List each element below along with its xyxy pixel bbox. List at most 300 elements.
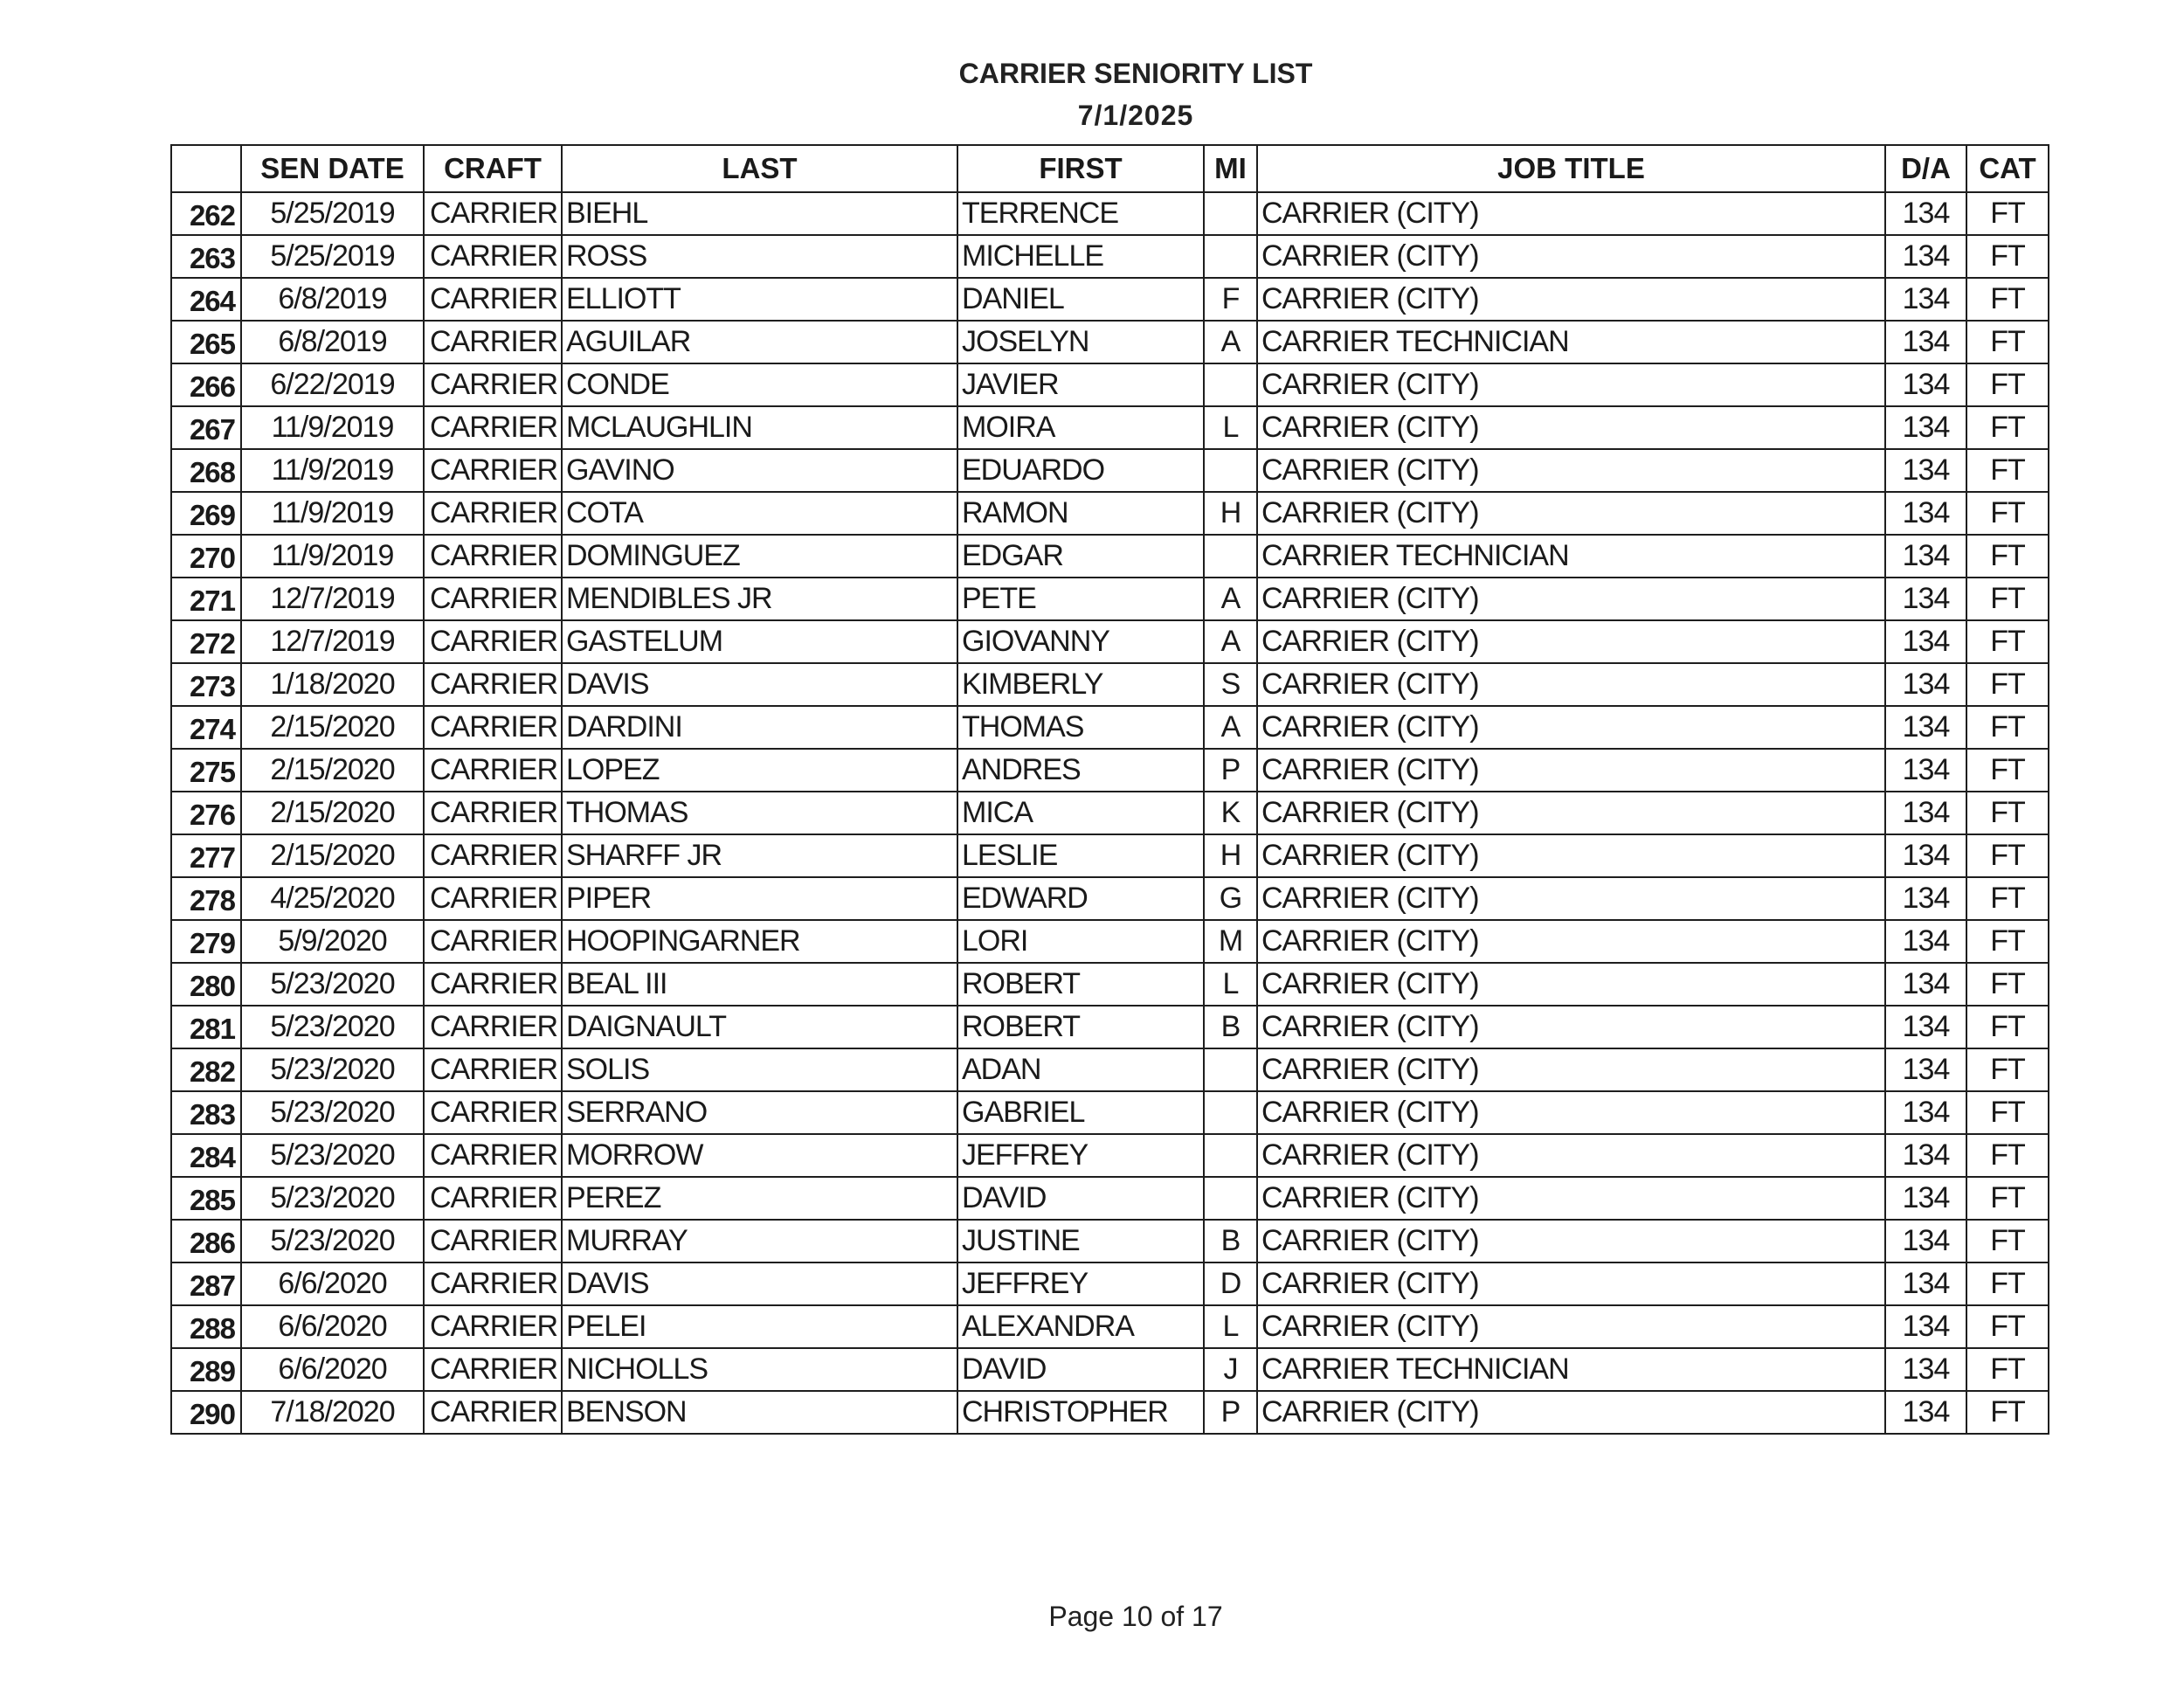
last-name-cell: CONDE bbox=[562, 363, 957, 406]
cat-cell: FT bbox=[1966, 1134, 2049, 1177]
first-name-cell: RAMON bbox=[957, 492, 1204, 535]
table-row bbox=[171, 492, 2049, 535]
first-name-cell: GABRIEL bbox=[957, 1091, 1204, 1134]
table-row bbox=[171, 1134, 2049, 1177]
craft-cell: CARRIER bbox=[424, 834, 562, 877]
row-number-cell: 285 bbox=[171, 1177, 241, 1220]
job-title-cell: CARRIER (CITY) bbox=[1257, 792, 1885, 834]
cat-cell: FT bbox=[1966, 1220, 2049, 1262]
last-name-cell: AGUILAR bbox=[562, 321, 957, 363]
mi-cell: J bbox=[1204, 1348, 1257, 1391]
sen-date-cell: 5/9/2020 bbox=[241, 920, 424, 963]
sen-date-cell: 2/15/2020 bbox=[241, 834, 424, 877]
cat-cell: FT bbox=[1966, 834, 2049, 877]
craft-cell: CARRIER bbox=[424, 1220, 562, 1262]
da-cell: 134 bbox=[1885, 706, 1966, 749]
job-title-cell: CARRIER (CITY) bbox=[1257, 1305, 1885, 1348]
sen-date-cell: 1/18/2020 bbox=[241, 663, 424, 706]
sen-date-cell: 5/23/2020 bbox=[241, 1048, 424, 1091]
header-cat: CAT bbox=[1966, 145, 2049, 192]
first-name-cell: EDGAR bbox=[957, 535, 1204, 578]
first-name-cell: LORI bbox=[957, 920, 1204, 963]
job-title-cell: CARRIER (CITY) bbox=[1257, 1048, 1885, 1091]
last-name-cell: HOOPINGARNER bbox=[562, 920, 957, 963]
sen-date-cell: 5/23/2020 bbox=[241, 1091, 424, 1134]
sen-date-cell: 11/9/2019 bbox=[241, 449, 424, 492]
last-name-cell: COTA bbox=[562, 492, 957, 535]
sen-date-cell: 11/9/2019 bbox=[241, 492, 424, 535]
craft-cell: CARRIER bbox=[424, 1391, 562, 1434]
row-number-cell: 274 bbox=[171, 706, 241, 749]
first-name-cell: JEFFREY bbox=[957, 1262, 1204, 1305]
table-row bbox=[171, 963, 2049, 1006]
mi-cell bbox=[1204, 1091, 1257, 1134]
mi-cell: M bbox=[1204, 920, 1257, 963]
last-name-cell: DARDINI bbox=[562, 706, 957, 749]
row-number-cell: 275 bbox=[171, 749, 241, 792]
da-cell: 134 bbox=[1885, 1177, 1966, 1220]
last-name-cell: GASTELUM bbox=[562, 620, 957, 663]
last-name-cell: MURRAY bbox=[562, 1220, 957, 1262]
job-title-cell: CARRIER (CITY) bbox=[1257, 1091, 1885, 1134]
sen-date-cell: 12/7/2019 bbox=[241, 620, 424, 663]
sen-date-cell: 7/18/2020 bbox=[241, 1391, 424, 1434]
mi-cell: L bbox=[1204, 963, 1257, 1006]
da-cell: 134 bbox=[1885, 1305, 1966, 1348]
last-name-cell: PIPER bbox=[562, 877, 957, 920]
job-title-cell: CARRIER (CITY) bbox=[1257, 877, 1885, 920]
header-job-title: JOB TITLE bbox=[1257, 145, 1885, 192]
craft-cell: CARRIER bbox=[424, 1091, 562, 1134]
first-name-cell: MICA bbox=[957, 792, 1204, 834]
table-row bbox=[171, 834, 2049, 877]
row-number-cell: 271 bbox=[171, 578, 241, 620]
last-name-cell: PELEI bbox=[562, 1305, 957, 1348]
craft-cell: CARRIER bbox=[424, 706, 562, 749]
table-body bbox=[171, 192, 2049, 1434]
first-name-cell: CHRISTOPHER bbox=[957, 1391, 1204, 1434]
table-row bbox=[171, 1348, 2049, 1391]
cat-cell: FT bbox=[1966, 877, 2049, 920]
header-mi: MI bbox=[1204, 145, 1257, 192]
row-number-cell: 289 bbox=[171, 1348, 241, 1391]
da-cell: 134 bbox=[1885, 1262, 1966, 1305]
seniority-table bbox=[170, 144, 2049, 1435]
da-cell: 134 bbox=[1885, 578, 1966, 620]
job-title-cell: CARRIER (CITY) bbox=[1257, 492, 1885, 535]
da-cell: 134 bbox=[1885, 792, 1966, 834]
header-sen-date: SEN DATE bbox=[241, 145, 424, 192]
sen-date-cell: 6/6/2020 bbox=[241, 1262, 424, 1305]
mi-cell: F bbox=[1204, 278, 1257, 321]
job-title-cell: CARRIER (CITY) bbox=[1257, 749, 1885, 792]
row-number-cell: 273 bbox=[171, 663, 241, 706]
da-cell: 134 bbox=[1885, 1006, 1966, 1048]
first-name-cell: DANIEL bbox=[957, 278, 1204, 321]
first-name-cell: LESLIE bbox=[957, 834, 1204, 877]
da-cell: 134 bbox=[1885, 920, 1966, 963]
cat-cell: FT bbox=[1966, 578, 2049, 620]
document-title: CARRIER SENIORITY LIST bbox=[958, 58, 1313, 89]
cat-cell: FT bbox=[1966, 406, 2049, 449]
row-number-cell: 269 bbox=[171, 492, 241, 535]
craft-cell: CARRIER bbox=[424, 321, 562, 363]
last-name-cell: BEAL III bbox=[562, 963, 957, 1006]
last-name-cell: THOMAS bbox=[562, 792, 957, 834]
job-title-cell: CARRIER TECHNICIAN bbox=[1257, 1348, 1885, 1391]
table-row bbox=[171, 406, 2049, 449]
mi-cell: A bbox=[1204, 578, 1257, 620]
first-name-cell: THOMAS bbox=[957, 706, 1204, 749]
row-number-cell: 281 bbox=[171, 1006, 241, 1048]
mi-cell: B bbox=[1204, 1220, 1257, 1262]
job-title-cell: CARRIER (CITY) bbox=[1257, 192, 1885, 235]
cat-cell: FT bbox=[1966, 792, 2049, 834]
craft-cell: CARRIER bbox=[424, 235, 562, 278]
cat-cell: FT bbox=[1966, 1091, 2049, 1134]
job-title-cell: CARRIER (CITY) bbox=[1257, 834, 1885, 877]
row-number-cell: 282 bbox=[171, 1048, 241, 1091]
table-row bbox=[171, 1305, 2049, 1348]
da-cell: 134 bbox=[1885, 834, 1966, 877]
row-number-cell: 267 bbox=[171, 406, 241, 449]
first-name-cell: JAVIER bbox=[957, 363, 1204, 406]
first-name-cell: DAVID bbox=[957, 1348, 1204, 1391]
sen-date-cell: 5/23/2020 bbox=[241, 963, 424, 1006]
craft-cell: CARRIER bbox=[424, 406, 562, 449]
job-title-cell: CARRIER (CITY) bbox=[1257, 706, 1885, 749]
job-title-cell: CARRIER (CITY) bbox=[1257, 1391, 1885, 1434]
cat-cell: FT bbox=[1966, 492, 2049, 535]
cat-cell: FT bbox=[1966, 920, 2049, 963]
job-title-cell: CARRIER (CITY) bbox=[1257, 278, 1885, 321]
da-cell: 134 bbox=[1885, 749, 1966, 792]
last-name-cell: SHARFF JR bbox=[562, 834, 957, 877]
row-number-cell: 266 bbox=[171, 363, 241, 406]
mi-cell: P bbox=[1204, 1391, 1257, 1434]
mi-cell: S bbox=[1204, 663, 1257, 706]
job-title-cell: CARRIER (CITY) bbox=[1257, 963, 1885, 1006]
first-name-cell: GIOVANNY bbox=[957, 620, 1204, 663]
craft-cell: CARRIER bbox=[424, 1305, 562, 1348]
da-cell: 134 bbox=[1885, 406, 1966, 449]
job-title-cell: CARRIER (CITY) bbox=[1257, 578, 1885, 620]
da-cell: 134 bbox=[1885, 492, 1966, 535]
sen-date-cell: 2/15/2020 bbox=[241, 792, 424, 834]
mi-cell bbox=[1204, 1048, 1257, 1091]
mi-cell bbox=[1204, 235, 1257, 278]
table-row bbox=[171, 706, 2049, 749]
header-row-number bbox=[171, 145, 241, 192]
last-name-cell: DOMINGUEZ bbox=[562, 535, 957, 578]
sen-date-cell: 5/23/2020 bbox=[241, 1220, 424, 1262]
craft-cell: CARRIER bbox=[424, 1048, 562, 1091]
table-row bbox=[171, 535, 2049, 578]
cat-cell: FT bbox=[1966, 963, 2049, 1006]
row-number-cell: 276 bbox=[171, 792, 241, 834]
first-name-cell: JEFFREY bbox=[957, 1134, 1204, 1177]
last-name-cell: PEREZ bbox=[562, 1177, 957, 1220]
table-row bbox=[171, 1220, 2049, 1262]
sen-date-cell: 5/23/2020 bbox=[241, 1006, 424, 1048]
cat-cell: FT bbox=[1966, 663, 2049, 706]
craft-cell: CARRIER bbox=[424, 535, 562, 578]
header-first: FIRST bbox=[957, 145, 1204, 192]
sen-date-cell: 6/6/2020 bbox=[241, 1348, 424, 1391]
sen-date-cell: 11/9/2019 bbox=[241, 535, 424, 578]
last-name-cell: DAVIS bbox=[562, 663, 957, 706]
row-number-cell: 283 bbox=[171, 1091, 241, 1134]
row-number-cell: 270 bbox=[171, 535, 241, 578]
da-cell: 134 bbox=[1885, 278, 1966, 321]
cat-cell: FT bbox=[1966, 1391, 2049, 1434]
row-number-cell: 279 bbox=[171, 920, 241, 963]
first-name-cell: DAVID bbox=[957, 1177, 1204, 1220]
last-name-cell: ELLIOTT bbox=[562, 278, 957, 321]
da-cell: 134 bbox=[1885, 1048, 1966, 1091]
cat-cell: FT bbox=[1966, 1262, 2049, 1305]
mi-cell: L bbox=[1204, 406, 1257, 449]
job-title-cell: CARRIER TECHNICIAN bbox=[1257, 535, 1885, 578]
row-number-cell: 272 bbox=[171, 620, 241, 663]
mi-cell: H bbox=[1204, 492, 1257, 535]
first-name-cell: ROBERT bbox=[957, 1006, 1204, 1048]
cat-cell: FT bbox=[1966, 1006, 2049, 1048]
sen-date-cell: 6/6/2020 bbox=[241, 1305, 424, 1348]
last-name-cell: BENSON bbox=[562, 1391, 957, 1434]
last-name-cell: MORROW bbox=[562, 1134, 957, 1177]
craft-cell: CARRIER bbox=[424, 278, 562, 321]
mi-cell: A bbox=[1204, 321, 1257, 363]
table-row bbox=[171, 235, 2049, 278]
mi-cell bbox=[1204, 449, 1257, 492]
sen-date-cell: 5/23/2020 bbox=[241, 1134, 424, 1177]
row-number-cell: 288 bbox=[171, 1305, 241, 1348]
cat-cell: FT bbox=[1966, 706, 2049, 749]
table-row bbox=[171, 278, 2049, 321]
sen-date-cell: 5/23/2020 bbox=[241, 1177, 424, 1220]
mi-cell: D bbox=[1204, 1262, 1257, 1305]
da-cell: 134 bbox=[1885, 663, 1966, 706]
craft-cell: CARRIER bbox=[424, 920, 562, 963]
row-number-cell: 265 bbox=[171, 321, 241, 363]
table-row bbox=[171, 1048, 2049, 1091]
cat-cell: FT bbox=[1966, 363, 2049, 406]
cat-cell: FT bbox=[1966, 1305, 2049, 1348]
cat-cell: FT bbox=[1966, 449, 2049, 492]
first-name-cell: MICHELLE bbox=[957, 235, 1204, 278]
da-cell: 134 bbox=[1885, 321, 1966, 363]
job-title-cell: CARRIER (CITY) bbox=[1257, 663, 1885, 706]
last-name-cell: DAVIS bbox=[562, 1262, 957, 1305]
da-cell: 134 bbox=[1885, 1391, 1966, 1434]
sen-date-cell: 5/25/2019 bbox=[241, 192, 424, 235]
row-number-cell: 287 bbox=[171, 1262, 241, 1305]
job-title-cell: CARRIER (CITY) bbox=[1257, 1220, 1885, 1262]
craft-cell: CARRIER bbox=[424, 578, 562, 620]
first-name-cell: ROBERT bbox=[957, 963, 1204, 1006]
table-row bbox=[171, 449, 2049, 492]
job-title-cell: CARRIER (CITY) bbox=[1257, 620, 1885, 663]
table-row bbox=[171, 920, 2049, 963]
mi-cell: A bbox=[1204, 706, 1257, 749]
mi-cell bbox=[1204, 535, 1257, 578]
sen-date-cell: 5/25/2019 bbox=[241, 235, 424, 278]
row-number-cell: 290 bbox=[171, 1391, 241, 1434]
job-title-cell: CARRIER (CITY) bbox=[1257, 1006, 1885, 1048]
craft-cell: CARRIER bbox=[424, 492, 562, 535]
table-row bbox=[171, 1262, 2049, 1305]
cat-cell: FT bbox=[1966, 535, 2049, 578]
job-title-cell: CARRIER (CITY) bbox=[1257, 1177, 1885, 1220]
page-number: Page 10 of 17 bbox=[1048, 1601, 1223, 1632]
table-row bbox=[171, 1091, 2049, 1134]
da-cell: 134 bbox=[1885, 192, 1966, 235]
da-cell: 134 bbox=[1885, 449, 1966, 492]
cat-cell: FT bbox=[1966, 321, 2049, 363]
sen-date-cell: 12/7/2019 bbox=[241, 578, 424, 620]
craft-cell: CARRIER bbox=[424, 1134, 562, 1177]
last-name-cell: SOLIS bbox=[562, 1048, 957, 1091]
table-row bbox=[171, 663, 2049, 706]
sen-date-cell: 6/8/2019 bbox=[241, 321, 424, 363]
craft-cell: CARRIER bbox=[424, 363, 562, 406]
mi-cell: P bbox=[1204, 749, 1257, 792]
mi-cell bbox=[1204, 363, 1257, 406]
last-name-cell: MCLAUGHLIN bbox=[562, 406, 957, 449]
sen-date-cell: 4/25/2020 bbox=[241, 877, 424, 920]
last-name-cell: LOPEZ bbox=[562, 749, 957, 792]
first-name-cell: TERRENCE bbox=[957, 192, 1204, 235]
table-row bbox=[171, 1391, 2049, 1434]
last-name-cell: MENDIBLES JR bbox=[562, 578, 957, 620]
table-row bbox=[171, 1177, 2049, 1220]
row-number-cell: 264 bbox=[171, 278, 241, 321]
mi-cell: G bbox=[1204, 877, 1257, 920]
last-name-cell: BIEHL bbox=[562, 192, 957, 235]
mi-cell bbox=[1204, 192, 1257, 235]
da-cell: 134 bbox=[1885, 963, 1966, 1006]
row-number-cell: 263 bbox=[171, 235, 241, 278]
header-da: D/A bbox=[1885, 145, 1966, 192]
first-name-cell: ANDRES bbox=[957, 749, 1204, 792]
da-cell: 134 bbox=[1885, 1134, 1966, 1177]
craft-cell: CARRIER bbox=[424, 663, 562, 706]
table-row bbox=[171, 620, 2049, 663]
sen-date-cell: 6/22/2019 bbox=[241, 363, 424, 406]
craft-cell: CARRIER bbox=[424, 449, 562, 492]
job-title-cell: CARRIER (CITY) bbox=[1257, 1134, 1885, 1177]
sen-date-cell: 6/8/2019 bbox=[241, 278, 424, 321]
craft-cell: CARRIER bbox=[424, 1348, 562, 1391]
job-title-cell: CARRIER (CITY) bbox=[1257, 235, 1885, 278]
sen-date-cell: 11/9/2019 bbox=[241, 406, 424, 449]
cat-cell: FT bbox=[1966, 620, 2049, 663]
first-name-cell: JUSTINE bbox=[957, 1220, 1204, 1262]
cat-cell: FT bbox=[1966, 1348, 2049, 1391]
da-cell: 134 bbox=[1885, 363, 1966, 406]
mi-cell: L bbox=[1204, 1305, 1257, 1348]
last-name-cell: NICHOLLS bbox=[562, 1348, 957, 1391]
craft-cell: CARRIER bbox=[424, 792, 562, 834]
row-number-cell: 278 bbox=[171, 877, 241, 920]
job-title-cell: CARRIER (CITY) bbox=[1257, 1262, 1885, 1305]
first-name-cell: JOSELYN bbox=[957, 321, 1204, 363]
first-name-cell: ALEXANDRA bbox=[957, 1305, 1204, 1348]
da-cell: 134 bbox=[1885, 235, 1966, 278]
first-name-cell: EDUARDO bbox=[957, 449, 1204, 492]
first-name-cell: ADAN bbox=[957, 1048, 1204, 1091]
table-row bbox=[171, 363, 2049, 406]
row-number-cell: 277 bbox=[171, 834, 241, 877]
job-title-cell: CARRIER TECHNICIAN bbox=[1257, 321, 1885, 363]
row-number-cell: 268 bbox=[171, 449, 241, 492]
row-number-cell: 262 bbox=[171, 192, 241, 235]
cat-cell: FT bbox=[1966, 1177, 2049, 1220]
document-date: 7/1/2025 bbox=[1077, 100, 1194, 131]
job-title-cell: CARRIER (CITY) bbox=[1257, 449, 1885, 492]
mi-cell: H bbox=[1204, 834, 1257, 877]
craft-cell: CARRIER bbox=[424, 749, 562, 792]
table-row bbox=[171, 578, 2049, 620]
mi-cell: K bbox=[1204, 792, 1257, 834]
first-name-cell: KIMBERLY bbox=[957, 663, 1204, 706]
cat-cell: FT bbox=[1966, 192, 2049, 235]
da-cell: 134 bbox=[1885, 535, 1966, 578]
da-cell: 134 bbox=[1885, 1091, 1966, 1134]
row-number-cell: 286 bbox=[171, 1220, 241, 1262]
job-title-cell: CARRIER (CITY) bbox=[1257, 406, 1885, 449]
table-row bbox=[171, 192, 2049, 235]
table-row bbox=[171, 749, 2049, 792]
mi-cell bbox=[1204, 1134, 1257, 1177]
row-number-cell: 284 bbox=[171, 1134, 241, 1177]
header-last: LAST bbox=[562, 145, 957, 192]
job-title-cell: CARRIER (CITY) bbox=[1257, 363, 1885, 406]
first-name-cell: EDWARD bbox=[957, 877, 1204, 920]
craft-cell: CARRIER bbox=[424, 192, 562, 235]
da-cell: 134 bbox=[1885, 620, 1966, 663]
last-name-cell: ROSS bbox=[562, 235, 957, 278]
da-cell: 134 bbox=[1885, 877, 1966, 920]
mi-cell: B bbox=[1204, 1006, 1257, 1048]
mi-cell: A bbox=[1204, 620, 1257, 663]
first-name-cell: PETE bbox=[957, 578, 1204, 620]
table-row bbox=[171, 792, 2049, 834]
sen-date-cell: 2/15/2020 bbox=[241, 706, 424, 749]
cat-cell: FT bbox=[1966, 749, 2049, 792]
first-name-cell: MOIRA bbox=[957, 406, 1204, 449]
last-name-cell: SERRANO bbox=[562, 1091, 957, 1134]
header-craft: CRAFT bbox=[424, 145, 562, 192]
cat-cell: FT bbox=[1966, 278, 2049, 321]
da-cell: 134 bbox=[1885, 1348, 1966, 1391]
mi-cell bbox=[1204, 1177, 1257, 1220]
craft-cell: CARRIER bbox=[424, 1177, 562, 1220]
last-name-cell: GAVINO bbox=[562, 449, 957, 492]
job-title-cell: CARRIER (CITY) bbox=[1257, 920, 1885, 963]
craft-cell: CARRIER bbox=[424, 963, 562, 1006]
table-row bbox=[171, 877, 2049, 920]
craft-cell: CARRIER bbox=[424, 620, 562, 663]
table-row bbox=[171, 1006, 2049, 1048]
table-header-row bbox=[171, 145, 2049, 192]
craft-cell: CARRIER bbox=[424, 1006, 562, 1048]
craft-cell: CARRIER bbox=[424, 877, 562, 920]
last-name-cell: DAIGNAULT bbox=[562, 1006, 957, 1048]
row-number-cell: 280 bbox=[171, 963, 241, 1006]
cat-cell: FT bbox=[1966, 235, 2049, 278]
